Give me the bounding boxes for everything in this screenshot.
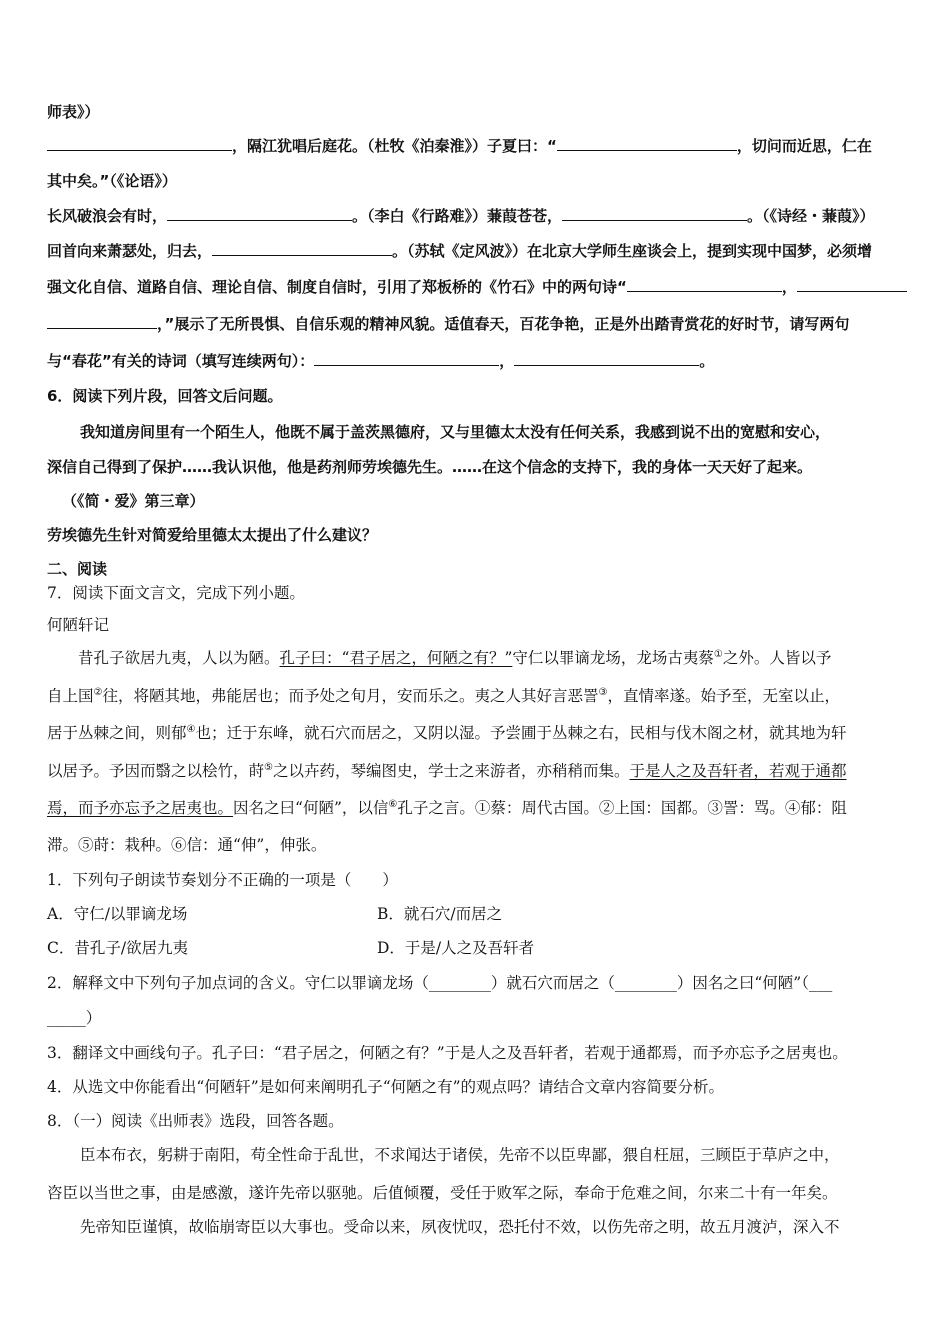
footnote-mark: ⑥ xyxy=(388,798,398,810)
answer-blank[interactable] xyxy=(167,205,352,221)
passage-title: 何陋轩记 xyxy=(47,616,110,634)
answer-blank[interactable] xyxy=(47,313,157,329)
passage-line: 咨臣以当世之事，由是感激，遂许先帝以驱驰。后值倾覆，受任于败军之际，奉命于危难之间，尔来二十有一年矣。 xyxy=(47,1184,838,1202)
sub-question-2: 2．解释文中下列句子加点词的含义。守仁以罪谪龙场（________）就石穴而居之（________）因名之曰“何陋”（___ xyxy=(47,974,833,992)
passage-line: 焉，而予亦忘予之居夷也。因名之曰“何陋”，以信⑥孔子之言。①蔡：周代古国。②上国：国都。③詈：骂。④郁：阻 xyxy=(47,798,847,817)
footnote-mark: ③ xyxy=(598,686,608,698)
footnote-mark: ② xyxy=(93,686,103,698)
fill-blank-line: ，隔江犹唱后庭花。（杜牧《泊秦淮》）子夏曰：“ ，切问而近思，仁在 xyxy=(47,135,910,157)
answer-blank[interactable] xyxy=(557,135,737,151)
answer-blank[interactable] xyxy=(797,276,907,292)
sub-question-2-cont: _____） xyxy=(47,1009,102,1027)
answer-blank[interactable] xyxy=(212,240,392,256)
passage-line: 臣本布衣，躬耕于南阳，苟全性命于乱世，不求闻达于诸侯，先帝不以臣卑鄙，猥自枉屈，三顾臣于草庐之中， xyxy=(80,1146,840,1164)
fill-blank-line: 与“春花”有关的诗词（填写连续两句）： ， 。 xyxy=(47,352,715,370)
sub-question-1: 1．下列句子朗读节奏划分不正确的一项是（ ） xyxy=(47,871,398,889)
answer-blank[interactable] xyxy=(514,350,699,366)
section-heading: 二、阅读 xyxy=(47,560,108,578)
footnote-mark: ① xyxy=(713,648,723,660)
passage-source: （《简・爱》第三章） xyxy=(62,492,205,510)
passage-line: 滞。⑤莳：栽种。⑥信：通“伸”，伸张。 xyxy=(47,836,327,854)
footnote-mark: ⑤ xyxy=(264,761,273,773)
question-7-heading: 7．阅读下面文言文，完成下列小题。 xyxy=(47,584,305,602)
passage-line: 先帝知臣谨慎，故临崩寄臣以大事也。受命以来，夙夜忧叹，恐托付不效，以伤先帝之明，故五月渡泸，深入不 xyxy=(80,1218,840,1236)
sub-question-4: 4．从选文中你能看出“何陋轩”是如何来阐明孔子“何陋之有”的观点吗？请结合文章内容简要分析。 xyxy=(47,1078,725,1096)
fill-blank-line: ，”展示了无所畏惧、自信乐观的精神风貌。适值春天，百花争艳，正是外出踏青赏花的好时节，请写两句 xyxy=(47,313,910,335)
passage-line: 深信自己得到了保护……我认识他，他是药剂师劳埃德先生。……在这个信念的支持下，我的身体一天天好了起来。 xyxy=(47,458,813,476)
question-6-heading: 6．阅读下列片段，回答文后问题。 xyxy=(47,387,283,405)
text-line: 师表》） xyxy=(47,103,100,121)
underlined-sentence: 于是人之及吾轩者，若观于通都 xyxy=(629,762,847,780)
answer-blank[interactable] xyxy=(627,276,782,292)
underlined-sentence: 焉，而予亦忘予之居夷也。 xyxy=(47,799,234,817)
question-8-heading: 8．（一）阅读《出师表》选段，回答各题。 xyxy=(47,1112,344,1130)
answer-blank[interactable] xyxy=(562,205,747,221)
option-d[interactable]: D．于是/人之及吾轩者 xyxy=(377,939,535,957)
passage-line: 我知道房间里有一个陌生人，他既不属于盖茨黑德府，又与里德太太没有任何关系，我感到说不出的宽慰和安心， xyxy=(80,423,831,441)
passage-line: 以居予。予因而翳之以桧竹，莳⑤之以卉药，琴编图史，学士之来游者，亦稍稍而集。于是人之及吾轩者，若观于通都 xyxy=(47,761,847,780)
answer-blank[interactable] xyxy=(47,135,232,151)
option-a[interactable]: A．守仁/以罪谪龙场 xyxy=(47,905,188,923)
footnote-mark: ④ xyxy=(186,723,196,735)
fill-blank-line: 强文化自信、道路自信、理论自信、制度自信时，引用了郑板桥的《竹石》中的两句诗“ ， xyxy=(47,276,910,298)
passage-line: 居于丛棘之间，则郁④也；迁于东峰，就石穴而居之，又阴以湿。予尝圃于丛棘之右，民相与伐木阁之材，就其地为轩 xyxy=(47,723,847,742)
passage-line: 昔孔子欲居九夷，人以为陋。孔子曰：“君子居之，何陋之有？”守仁以罪谪龙场，龙场古夷蔡①之外。人皆以予 xyxy=(78,648,832,667)
answer-blank[interactable] xyxy=(314,350,499,366)
text-line: 其中矣。”（《论语》） xyxy=(47,172,177,190)
option-c[interactable]: C．昔孔子/欲居九夷 xyxy=(47,939,189,957)
fill-blank-line: 长风破浪会有时， 。（李白《行路难》）蒹葭苍苍， 。（《诗经・蒹葭》） xyxy=(47,207,875,225)
passage-line: 自上国②往，将陋其地，弗能居也；而予处之旬月，安而乐之。夷之人其好言恶詈③，直情率遂。始予至，无室以止， xyxy=(47,686,840,705)
option-b[interactable]: B．就石穴/而居之 xyxy=(377,905,503,923)
sub-question-3: 3．翻译文中画线句子。孔子曰：“君子居之，何陋之有？”于是人之及吾轩者，若观于通都焉，而予亦忘予之居夷也。 xyxy=(47,1044,848,1062)
question-6-prompt: 劳埃德先生针对简爱给里德太太提出了什么建议？ xyxy=(47,526,378,544)
underlined-sentence: 孔子曰：“君子居之，何陋之有？” xyxy=(279,649,513,667)
fill-blank-line: 回首向来萧瑟处，归去， 。（苏轼《定风波》）在北京大学师生座谈会上，提到实现中国梦，必须增 xyxy=(47,242,873,260)
